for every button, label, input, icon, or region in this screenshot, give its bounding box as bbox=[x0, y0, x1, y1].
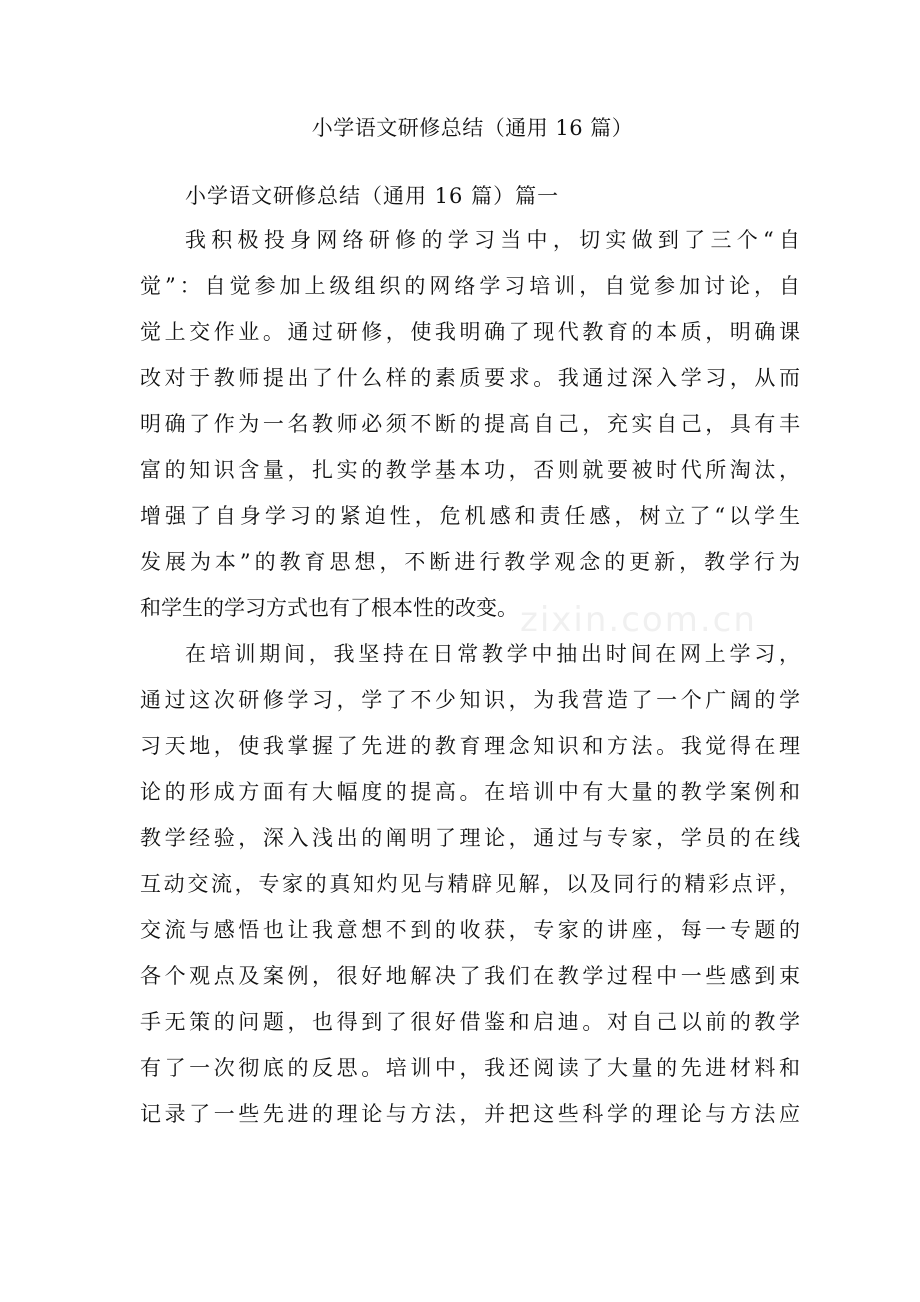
paragraph-1-line: 发展为本”的教育思想，不断进行教学观念的更新，教学行为 bbox=[140, 550, 800, 574]
paragraph-1-line: 我积极投身网络研修的学习当中，切实做到了三个“自 bbox=[185, 228, 800, 252]
paragraph-2-line: 互动交流，专家的真知灼见与精辟见解，以及同行的精彩点评， bbox=[140, 872, 800, 896]
paragraph-1-line: 增强了自身学习的紧迫性，危机感和责任感，树立了“以学生 bbox=[140, 504, 800, 528]
watermark-text: zixin.com.cn bbox=[520, 600, 757, 640]
paragraph-2-line: 习天地，使我掌握了先进的教育理念知识和方法。我觉得在理 bbox=[140, 734, 800, 758]
paragraph-2-line: 各个观点及案例，很好地解决了我们在教学过程中一些感到束 bbox=[140, 964, 800, 988]
paragraph-2-line: 记录了一些先进的理论与方法，并把这些科学的理论与方法应 bbox=[140, 1102, 800, 1126]
paragraph-1-line: 明确了作为一名教师必须不断的提高自己，充实自己，具有丰 bbox=[140, 412, 800, 436]
paragraph-2-line: 教学经验，深入浅出的阐明了理论，通过与专家，学员的在线 bbox=[140, 826, 800, 850]
section-heading: 小学语文研修总结（通用 16 篇）篇一 bbox=[185, 184, 560, 208]
paragraph-2-line: 论的形成方面有大幅度的提高。在培训中有大量的教学案例和 bbox=[140, 780, 800, 804]
paragraph-1-line: 富的知识含量，扎实的教学基本功，否则就要被时代所淘汰， bbox=[140, 458, 800, 482]
paragraph-2-line: 通过这次研修学习，学了不少知识，为我营造了一个广阔的学 bbox=[140, 688, 800, 712]
paragraph-1-line: 和学生的学习方式也有了根本性的改变。 bbox=[140, 596, 518, 620]
paragraph-2-line: 手无策的问题，也得到了很好借鉴和启迪。对自己以前的教学 bbox=[140, 1010, 800, 1034]
paragraph-2-line: 在培训期间，我坚持在日常教学中抽出时间在网上学习， bbox=[185, 642, 800, 666]
document-title: 小学语文研修总结（通用 16 篇） bbox=[311, 116, 634, 140]
paragraph-1-line: 改对于教师提出了什么样的素质要求。我通过深入学习，从而 bbox=[140, 366, 800, 390]
paragraph-1-line: 觉上交作业。通过研修，使我明确了现代教育的本质，明确课 bbox=[140, 320, 800, 344]
paragraph-2-line: 交流与感悟也让我意想不到的收获，专家的讲座，每一专题的 bbox=[140, 918, 800, 942]
paragraph-2-line: 有了一次彻底的反思。培训中，我还阅读了大量的先进材料和 bbox=[140, 1056, 800, 1080]
paragraph-1-line: 觉”：自觉参加上级组织的网络学习培训，自觉参加讨论，自 bbox=[140, 274, 800, 298]
